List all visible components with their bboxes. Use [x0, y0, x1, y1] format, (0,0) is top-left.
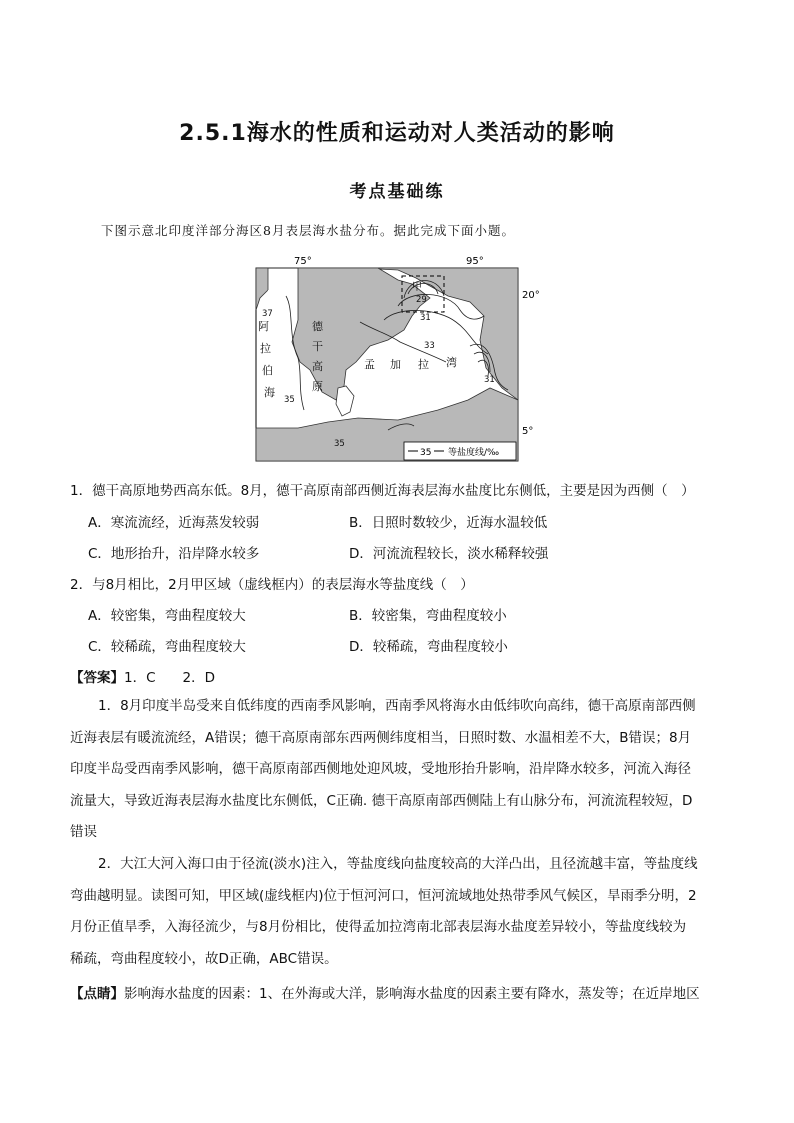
label-yuan: 原: [312, 380, 323, 393]
explanation-1-line: 流量大，导致近海表层海水盐度比东侧低，C正确. 德干高原南部西侧陆上有山脉分布，河流流程较短，D: [70, 792, 693, 809]
legend-text: 等盐度线/‰: [448, 448, 500, 458]
label-bo: 伯: [262, 364, 273, 377]
isoline-label-31a: 31: [420, 313, 431, 323]
question-1-option-d: D．河流流程较长，淡水稀释较强: [349, 546, 549, 562]
section-subtitle: 考点基础练: [349, 182, 445, 202]
question-1-option-a: A．寒流流经，近海蒸发较弱: [88, 515, 260, 531]
label-jia: 加: [390, 358, 401, 371]
label-la: 拉: [260, 342, 271, 355]
isoline-label-29: 29: [416, 295, 427, 305]
isoline-label-35b: 35: [334, 439, 345, 449]
explanation-2-line: 稀疏，弯曲程度较小，故D正确，ABC错误。: [70, 950, 338, 967]
question-intro: 下图示意北印度洋部分海区8月表层海水盐分布。据此完成下面小题。: [101, 223, 515, 238]
question-2-option-c: C．较稀疏，弯曲程度较大: [88, 639, 246, 655]
isoline-label-37: 37: [262, 309, 273, 319]
point-line: [70, 982, 700, 1002]
label-de: 德: [312, 320, 323, 333]
label-la2: 拉: [418, 358, 429, 371]
label-region-jia: 甲: [412, 282, 422, 293]
explanation-1-line: 错误: [70, 824, 97, 840]
question-2-option-d: D．较稀疏，弯曲程度较小: [349, 639, 508, 655]
explanation-2-line: 2．大江大河入海口由于径流(淡水)注入，等盐度线向盐度较高的大洋凸出，且径流越丰富，等盐度线: [98, 856, 698, 872]
lon-label-95: 95°: [466, 256, 484, 267]
label-meng: 孟: [364, 358, 375, 371]
question-2-option-a: A．较密集，弯曲程度较大: [88, 608, 246, 624]
question-2-option-b: B．较密集，弯曲程度较小: [349, 608, 507, 624]
question-2-stem: 2．与8月相比，2月甲区域（虚线框内）的表层海水等盐度线（ ）: [70, 577, 474, 593]
isoline-label-31b: 31: [484, 375, 495, 385]
question-1-stem: 1．德干高原地势西高东低。8月，德干高原南部西侧近海表层海水盐度比东侧低，主要是因为西侧（ ）: [70, 483, 695, 499]
lat-label-20: 20°: [522, 290, 540, 301]
explanation-2-line: 月份正值旱季，入海径流少，与8月份相比，使得孟加拉湾南北部表层海水盐度差异较小，等盐度线较为: [70, 919, 687, 935]
label-gan: 干: [312, 340, 323, 353]
explanation-2-line: 弯曲越明显。读图可知，甲区域(虚线框内)位于恒河河口，恒河流域地处热带季风气候区，旱雨季分明，2: [70, 887, 697, 904]
label-wan: 湾: [446, 356, 457, 369]
isoline-label-33: 33: [424, 341, 435, 351]
legend-value: 35: [420, 448, 432, 458]
label-a: 阿: [258, 320, 269, 333]
label-hai: 海: [264, 386, 275, 399]
lon-label-75: 75°: [294, 256, 312, 267]
lat-label-5: 5°: [522, 426, 534, 437]
explanation-2: [70, 849, 730, 975]
salinity-map: [238, 250, 558, 465]
page-title: 2.5.1海水的性质和运动对人类活动的影响: [179, 121, 615, 146]
explanation-1-line: 1．8月印度半岛受来自低纬度的西南季风影响，西南季风将海水由低纬吹向高纬，德干高原南部西侧: [98, 698, 696, 714]
answer-text: 1．C 2．D: [124, 670, 215, 686]
explanation-1-line: 印度半岛受西南季风影响，德干高原南部西侧地处迎风坡，受地形抬升影响，沿岸降水较多，河流入海径: [70, 761, 691, 777]
point-text: 影响海水盐度的因素：1、在外海或大洋，影响海水盐度的因素主要有降水，蒸发等；在近岸地区: [124, 986, 700, 1002]
question-1-option-c: C．地形抬升，沿岸降水较多: [88, 546, 260, 562]
question-1-option-b: B．日照时数较少，近海水温较低: [349, 515, 548, 531]
isoline-label-35a: 35: [284, 395, 295, 405]
explanation-1-line: 近海表层有暖流流经，A错误；德干高原南部东西两侧纬度相当，日照时数、水温相差不大，B错误；8月: [70, 729, 692, 746]
explanation-1: [70, 691, 730, 849]
point-label: 【点睛】: [70, 986, 124, 1002]
label-gao: 高: [312, 360, 323, 373]
answer-label: 【答案】: [70, 670, 124, 686]
answer-line: [70, 666, 215, 686]
